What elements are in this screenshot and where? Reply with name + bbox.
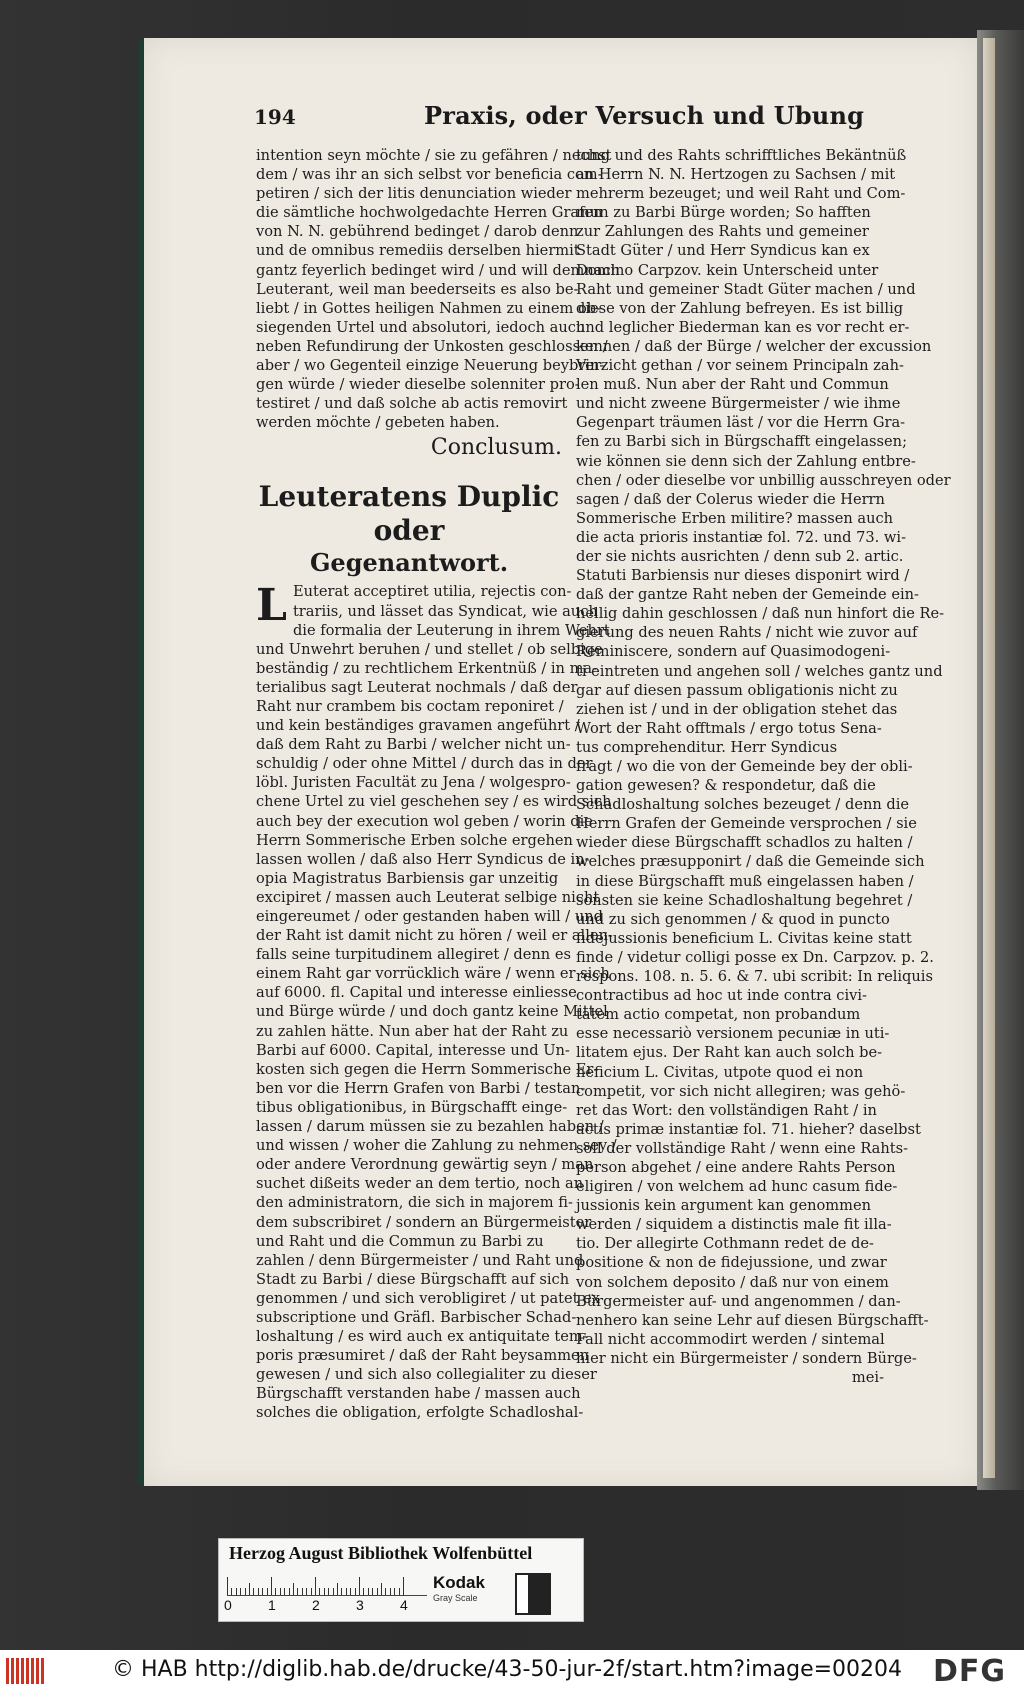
library-name: Herzog August Bibliothek Wolfenbüttel bbox=[229, 1543, 533, 1563]
text-line: und wissen / woher die Zahlung zu nehmen sey / bbox=[256, 1137, 617, 1155]
text-line: oder andere Verordnung gewärtig seyn / man bbox=[256, 1156, 594, 1174]
text-line: der Raht ist damit nicht zu hören / weil er allen- bbox=[256, 927, 613, 945]
right-column-text bbox=[576, 146, 951, 1368]
logo-bar bbox=[31, 1658, 34, 1684]
text-line: zahlen / denn Bürgermeister / und Raht und bbox=[256, 1251, 584, 1269]
text-line: daß der gantze Raht neben der Gemeinde ein- bbox=[576, 586, 919, 604]
ruler-tick bbox=[297, 1588, 298, 1595]
ruler-tick bbox=[236, 1588, 237, 1595]
text-line: liebt / in Gottes heiligen Nahmen zu einem ob- bbox=[256, 299, 602, 317]
ruler-number: 0 bbox=[224, 1597, 232, 1613]
text-line: neben Refundirung der Unkosten geschlossen / bbox=[256, 337, 608, 355]
text-line: contractibus ad hoc ut inde contra civi- bbox=[576, 987, 867, 1005]
kodak-subtitle: Gray Scale bbox=[433, 1593, 478, 1603]
ruler-tick bbox=[271, 1577, 272, 1595]
text-line: person abgehet / eine andere Rahts Person bbox=[576, 1158, 896, 1176]
ruler-tick bbox=[245, 1588, 246, 1595]
text-line: wie können sie denn sich der Zahlung entbre- bbox=[576, 452, 916, 470]
ruler-tick bbox=[306, 1588, 307, 1595]
text-line: finde / videtur colligi posse ex Dn. Carpzov. p. 2. bbox=[576, 948, 934, 966]
text-line: werden möchte / gebeten haben. bbox=[256, 414, 500, 432]
text-line: kosten sich gegen die Herrn Sommerische Er- bbox=[256, 1060, 599, 1078]
text-line: intention seyn möchte / sie zu gefähren / nechst bbox=[256, 147, 612, 164]
text-line: hellig dahin geschlossen / daß nun hinfort die Re- bbox=[576, 605, 945, 623]
text-line: Euterat acceptiret utilia, rejectis con- bbox=[292, 583, 572, 601]
ruler-tick bbox=[262, 1588, 263, 1595]
text-line: ret das Wort: den vollständigen Raht / in bbox=[576, 1101, 877, 1119]
running-title: Praxis, oder Versuch und Ubung bbox=[424, 101, 865, 130]
text-line: Stadt Güter / und Herr Syndicus kan ex bbox=[576, 242, 870, 260]
text-line: Statuti Barbiensis nur dieses disponirt wird / bbox=[576, 567, 910, 585]
left-column-section-text bbox=[256, 580, 617, 1422]
text-line: testiret / und daß solche ab actis removirt bbox=[256, 395, 568, 413]
ruler-tick bbox=[328, 1588, 329, 1595]
text-line: an Herrn N. N. Hertzogen zu Sachsen / mit bbox=[576, 166, 896, 184]
text-line: von N. N. gebührend bedinget / darob denn bbox=[256, 223, 579, 241]
ruler-tick bbox=[381, 1583, 382, 1595]
text-line: auf 6000. fl. Capital und interesse einliesse bbox=[256, 984, 577, 1002]
text-line: solches die obligation, erfolgte Schadloshal- bbox=[256, 1404, 584, 1422]
ruler-tick bbox=[363, 1588, 364, 1595]
ruler-tick bbox=[267, 1588, 268, 1595]
text-line: Raht und gemeiner Stadt Güter machen / und bbox=[576, 280, 916, 298]
text-line: positione & non de fidejussione, und zwar bbox=[576, 1254, 887, 1272]
text-line: nenhero kan seine Lehr auf diesen Bürgschafft- bbox=[576, 1311, 929, 1329]
ruler-tick bbox=[333, 1588, 334, 1595]
ruler-tick bbox=[359, 1577, 360, 1595]
text-line: eligiren / von welchem ad hunc casum fide- bbox=[576, 1178, 898, 1196]
footer-url[interactable]: © HAB http://diglib.hab.de/drucke/43-50-jur-2f/start.htm?image=00204 bbox=[112, 1657, 903, 1682]
text-line: genommen / und sich verobligiret / ut patet ex bbox=[256, 1289, 601, 1307]
ruler-tick bbox=[399, 1588, 400, 1595]
text-line: einem Raht gar vorrücklich wäre / wenn er sich bbox=[256, 965, 610, 983]
ruler-tick bbox=[280, 1588, 281, 1595]
text-line: soll der vollständige Raht / wenn eine Rahts- bbox=[576, 1139, 909, 1157]
ruler-number: 1 bbox=[268, 1597, 276, 1613]
page-number: 194 bbox=[254, 105, 296, 129]
ruler-tick bbox=[315, 1577, 316, 1595]
text-line: tibus obligationibus, in Bürgschafft einge- bbox=[256, 1098, 568, 1116]
text-line: competit, vor sich nicht allegiren; was gehö- bbox=[576, 1082, 906, 1100]
text-line: len muß. Nun aber der Raht und Commun bbox=[576, 376, 889, 394]
text-line: und Bürge würde / und doch gantz keine Mittel bbox=[256, 1003, 608, 1021]
text-line: Domino Carpzov. kein Unterscheid unter bbox=[576, 261, 879, 279]
text-line: eingereumet / oder gestanden haben will / und bbox=[256, 908, 604, 925]
text-line: und de omnibus remediis derselben hiermit bbox=[256, 242, 580, 260]
ruler-tick bbox=[337, 1583, 338, 1595]
text-line: den administratorn, die sich in majorem fi- bbox=[256, 1194, 573, 1212]
left-column-paragraph bbox=[256, 146, 621, 432]
text-line: siegenden Urtel und absolutori, iedoch auch bbox=[256, 318, 586, 336]
ruler-tick bbox=[284, 1588, 285, 1595]
ruler-tick bbox=[324, 1588, 325, 1595]
text-line: die acta prioris instantiæ fol. 72. und 73. wi- bbox=[576, 528, 907, 546]
text-line: terialibus sagt Leuterat nochmals / daß der bbox=[256, 678, 578, 696]
text-line: tung und des Rahts schrifftliches Bekäntnüß bbox=[576, 147, 907, 164]
ruler-tick bbox=[275, 1588, 276, 1595]
text-line: mun zu Barbi Bürge worden; So hafften bbox=[576, 204, 871, 222]
ruler-tick bbox=[355, 1588, 356, 1595]
text-line: die sämtliche hochwolgedachte Herren Grafen bbox=[256, 204, 603, 222]
text-line: Sommerische Erben militire? massen auch bbox=[576, 509, 894, 527]
text-line: Barbi auf 6000. Capital, interesse und Un- bbox=[256, 1041, 570, 1059]
text-line: und Raht und die Commun zu Barbi zu bbox=[256, 1232, 544, 1250]
ruler-tick bbox=[231, 1588, 232, 1595]
text-line: fragt / wo die von der Gemeinde bey der obli- bbox=[576, 758, 913, 775]
library-scale-label bbox=[218, 1538, 584, 1622]
ruler-tick bbox=[258, 1588, 259, 1595]
ruler-tick bbox=[390, 1588, 391, 1595]
text-line: und nicht zweene Bürgermeister / wie ihme bbox=[576, 395, 901, 413]
text-line: und zu sich genommen / & quod in puncto bbox=[576, 910, 890, 928]
ruler-tick bbox=[311, 1588, 312, 1595]
text-line: auch bey der execution wol geben / worin die bbox=[256, 812, 593, 830]
text-line: lassen wollen / daß also Herr Syndicus de in- bbox=[256, 850, 590, 868]
text-line: poris præsumiret / daß der Raht beysammen bbox=[256, 1347, 590, 1365]
text-line: gantz feyerlich bedinget wird / und will demnach bbox=[256, 261, 621, 279]
text-line: kennen / daß der Bürge / welcher der excussion bbox=[576, 337, 932, 355]
text-line: diese von der Zahlung befreyen. Es ist billig bbox=[576, 299, 904, 317]
text-line: schuldig / oder ohne Mittel / durch das in der bbox=[256, 755, 593, 773]
text-line: daß dem Raht zu Barbi / welcher nicht un- bbox=[256, 736, 571, 754]
text-line: zu zahlen hätte. Nun aber hat der Raht zu bbox=[256, 1022, 569, 1040]
gray-scale-patch bbox=[515, 1573, 551, 1615]
text-line: fen zu Barbi sich in Bürgschafft eingelassen; bbox=[576, 433, 907, 451]
text-line: und leglicher Biederman kan es vor recht er- bbox=[576, 318, 910, 336]
section-title: Leuteratens Duplic oder bbox=[258, 480, 560, 548]
ruler-tick bbox=[350, 1588, 351, 1595]
text-line: Verzicht gethan / vor seinem Principaln zah- bbox=[576, 357, 904, 375]
text-line: in diese Bürgschafft muß eingelassen haben / bbox=[576, 872, 914, 890]
text-line: mehrerm bezeuget; und weil Raht und Com- bbox=[576, 185, 906, 203]
text-line: und Unwehrt beruhen / und stellet / ob selbige bbox=[256, 640, 603, 658]
page-stack-edge bbox=[977, 30, 1024, 1490]
ruler-tick bbox=[249, 1583, 250, 1595]
text-line: aber / wo Gegenteil einzige Neuerung beybrin- bbox=[256, 357, 605, 375]
text-line: ti eintreten und angehen soll / welches gantz und bbox=[576, 662, 943, 680]
text-line: Leuterant, weil man beederseits es also be- bbox=[256, 280, 579, 298]
conclusum: Conclusum. bbox=[430, 435, 562, 461]
text-line: opia Magistratus Barbiensis gar unzeitig bbox=[256, 869, 559, 887]
kodak-logo bbox=[433, 1573, 509, 1613]
text-line: gen würde / wieder dieselbe solenniter pro- bbox=[256, 376, 580, 394]
text-line: gierung des neuen Rahts / nicht wie zuvor auf bbox=[576, 624, 918, 642]
ruler-tick bbox=[346, 1588, 347, 1595]
text-line: werden / siquidem a distinctis male fit illa- bbox=[576, 1216, 892, 1234]
logo-bar bbox=[6, 1658, 9, 1684]
ruler-tick bbox=[341, 1588, 342, 1595]
text-line: neficium L. Civitas, utpote quod ei non bbox=[576, 1063, 864, 1081]
ruler-tick bbox=[385, 1588, 386, 1595]
text-line: Wort der Raht offtmals / ergo totus Sena- bbox=[576, 719, 882, 737]
ruler-tick bbox=[377, 1588, 378, 1595]
text-line: Schadloshaltung solches bezeuget / denn die bbox=[576, 796, 910, 814]
ruler-tick bbox=[240, 1588, 241, 1595]
text-line: lassen / darum müssen sie zu bezahlen haben / bbox=[256, 1118, 604, 1136]
text-line: sagen / daß der Colerus wieder die Herrn bbox=[576, 490, 885, 508]
text-line: der sie nichts ausrichten / denn sub 2. artic. bbox=[576, 547, 904, 565]
text-line: dem subscribiret / sondern an Bürgermeister bbox=[256, 1213, 592, 1231]
page-edge-strip bbox=[983, 38, 995, 1478]
ruler-number: 3 bbox=[356, 1597, 364, 1613]
text-line: excipiret / massen auch Leuterat selbige nicht bbox=[256, 888, 600, 906]
text-line: sonsten sie keine Schadloshaltung begehret / bbox=[576, 891, 913, 909]
logo-bar bbox=[26, 1658, 29, 1684]
text-line: von solchem deposito / daß nur von einem bbox=[576, 1273, 889, 1291]
ruler-tick bbox=[302, 1588, 303, 1595]
text-line: Fall nicht accommodirt werden / sintemal bbox=[576, 1330, 885, 1348]
logo-bar bbox=[11, 1658, 14, 1684]
ruler-tick bbox=[227, 1577, 228, 1595]
text-line: jussionis kein argument kan genommen bbox=[576, 1197, 871, 1215]
text-line: wieder diese Bürgschafft schadlos zu halten / bbox=[576, 834, 913, 852]
hab-logo-icon bbox=[6, 1658, 48, 1684]
ruler-numbers bbox=[224, 1597, 437, 1615]
dfg-logo: DFG bbox=[933, 1654, 1007, 1689]
text-line: suchet dißeits weder an dem tertio, noch an bbox=[256, 1175, 584, 1193]
logo-bar bbox=[36, 1658, 39, 1684]
text-line: litatem ejus. Der Raht kan auch solch be- bbox=[576, 1044, 883, 1062]
ruler-number: 4 bbox=[400, 1597, 408, 1613]
text-line: löbl. Juristen Facultät zu Jena / wolgespro- bbox=[256, 774, 571, 792]
text-line: Gegenpart träumen läst / vor die Herrn Gra- bbox=[576, 414, 906, 432]
text-line: tio. Der allegirte Cothmann redet de de- bbox=[576, 1235, 874, 1253]
ruler-tick bbox=[368, 1588, 369, 1595]
text-line: chen / oder dieselbe vor unbillig ausschreyen oder bbox=[576, 471, 951, 489]
ruler-tick bbox=[293, 1583, 294, 1595]
text-line: und kein beständiges gravamen angeführt / bbox=[256, 717, 580, 735]
kodak-brand: Kodak bbox=[433, 1573, 485, 1592]
text-line: beständig / zu rechtlichem Erkentnüß / in ma- bbox=[256, 659, 598, 677]
text-line: petiren / sich der litis denunciation wieder bbox=[256, 185, 572, 203]
text-line: Herrn Sommerische Erben solche ergehen bbox=[256, 831, 573, 849]
right-column bbox=[576, 146, 951, 1387]
drop-cap: L bbox=[256, 580, 287, 632]
text-line: Raht nur crambem bis coctam reponiret / bbox=[256, 697, 564, 715]
text-line: Bürgschafft verstanden habe / massen auch bbox=[256, 1385, 581, 1403]
text-line: Bürgermeister auf- und angenommen / dan- bbox=[576, 1292, 901, 1310]
catchword: mei- bbox=[851, 1369, 884, 1386]
logo-bar bbox=[21, 1658, 24, 1684]
text-line: fidejussionis beneficium L. Civitas keine statt bbox=[576, 929, 912, 947]
section-subtitle: Gegenantwort. bbox=[309, 548, 509, 578]
ruler-tick bbox=[289, 1588, 290, 1595]
ruler-tick bbox=[403, 1577, 404, 1595]
ruler-tick bbox=[372, 1588, 373, 1595]
left-column bbox=[256, 146, 621, 1423]
text-line: ziehen ist / und in der obligation stehet das bbox=[576, 700, 898, 718]
ruler-tick bbox=[253, 1588, 254, 1595]
text-line: gation gewesen? & respondetur, daß die bbox=[576, 777, 876, 795]
text-line: actis primæ instantiæ fol. 71. hieher? daselbst bbox=[576, 1120, 921, 1138]
text-line: Herrn Grafen der Gemeinde versprochen / sie bbox=[576, 815, 917, 833]
text-line: dem / was ihr an sich selbst vor beneficia com- bbox=[256, 166, 603, 184]
text-line: esse necessariò versionem pecuniæ in uti- bbox=[576, 1025, 890, 1043]
text-line: die formalia der Leuterung in ihrem Wehrt bbox=[292, 621, 610, 639]
text-line: gewesen / und sich also collegialiter zu dieser bbox=[256, 1366, 597, 1384]
text-line: ben vor die Herrn Grafen von Barbi / testan- bbox=[256, 1079, 586, 1097]
text-line: welches præsupponirt / daß die Gemeinde sich bbox=[576, 853, 925, 871]
ruler-number: 2 bbox=[312, 1597, 320, 1613]
text-line: chene Urtel zu viel geschehen sey / es wird sich bbox=[256, 793, 612, 811]
text-line: Stadt zu Barbi / diese Bürgschafft auf sich bbox=[256, 1270, 570, 1288]
logo-bar bbox=[41, 1658, 44, 1684]
text-line: subscriptione und Gräfl. Barbischer Schad- bbox=[256, 1308, 577, 1326]
text-line: Reminiscere, sondern auf Quasimodogeni- bbox=[576, 643, 891, 661]
text-line: zur Zahlungen des Rahts und gemeiner bbox=[576, 223, 869, 241]
ruler-scale bbox=[227, 1573, 427, 1596]
ruler-tick bbox=[394, 1588, 395, 1595]
text-line: loshaltung / es wird auch ex antiquitate tem- bbox=[256, 1328, 588, 1346]
ruler-tick bbox=[319, 1588, 320, 1595]
page-header bbox=[254, 101, 894, 137]
footer-bar bbox=[0, 1650, 1024, 1690]
text-line: tatem actio competat, non probandum bbox=[576, 1006, 861, 1024]
logo-bar bbox=[16, 1658, 19, 1684]
text-line: gar auf diesen passum obligationis nicht zu bbox=[576, 681, 898, 699]
text-line: tus comprehenditur. Herr Syndicus bbox=[576, 738, 838, 756]
text-line: hier nicht ein Bürgermeister / sondern Bürge- bbox=[576, 1349, 917, 1367]
text-line: trariis, und lässet das Syndicat, wie auch bbox=[292, 602, 598, 620]
text-line: respons. 108. n. 5. 6. & 7. ubi scribit: In reliquis bbox=[576, 968, 933, 986]
text-line: falls seine turpitudinem allegiret / denn es bbox=[256, 946, 571, 964]
